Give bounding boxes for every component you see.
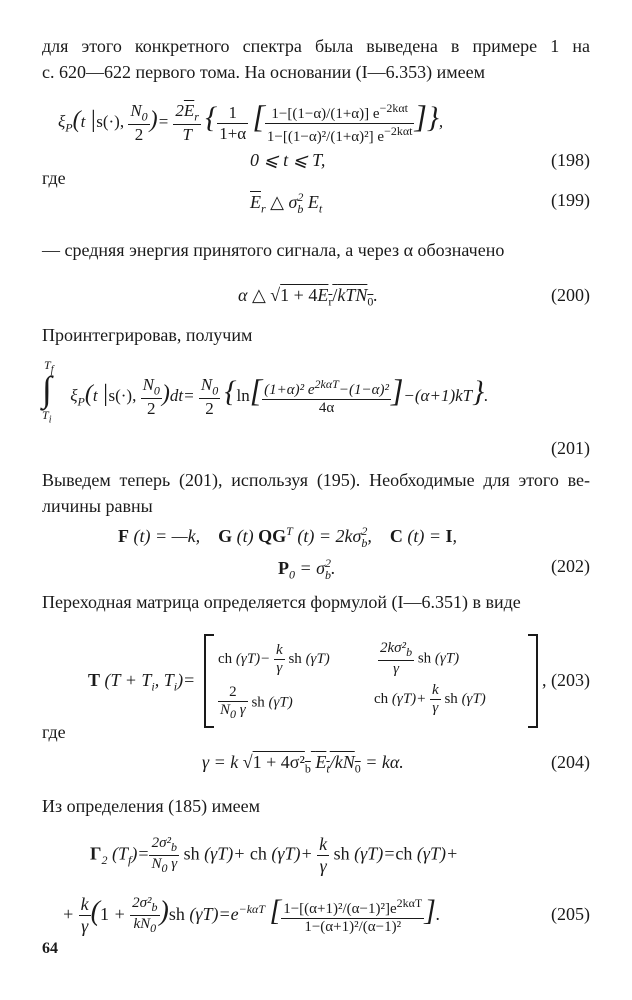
matrix-cell-1-1: ch (γT)− $\frac{k}{\gamma}$ sh (γT) (218, 642, 330, 676)
paragraph-1-line-1: для этого конкретного спектра была выведена в примере 1 на (42, 36, 590, 56)
equation-205-line-2: + $\frac{k}{\gamma}$ (1 + $\frac{2\sigma^2_b}{kN_0}$ )sh $(\gamma T)=e^{-k\alpha T}$ [ $\frac{1-[(\alpha+1)^2/(\alpha-1)^2]e^{2k\alpha T}}{\text{1−(α+1)²/(α−1)²}}$ ]. (62, 894, 441, 937)
equation-199-number: (199) (551, 190, 590, 210)
equation-205-number: (205) (551, 904, 590, 924)
transition-matrix (204, 636, 538, 726)
equation-202-line-2: $P_0 = \sigma^2_b$. (278, 556, 336, 582)
equation-201-number: (201) (551, 438, 590, 458)
equation-202-line-1: F (t) = —k, G (t) $QG^T$ $(t) = 2k\sigma^2_b$, C (t) = I, (118, 524, 458, 550)
matrix-cell-1-2: $\frac{2k\sigma^2_b}{\gamma}$ sh (γT) (380, 640, 460, 677)
equation-198-condition: 0 ⩽ t ⩽ T, (250, 150, 326, 170)
where-1: где (42, 168, 66, 188)
page-number: 64 (42, 940, 58, 957)
paragraph-3: Проинтегрировав, получим (42, 325, 253, 345)
equation-204-number: (204) (551, 752, 590, 772)
paragraph-2: — средняя энергия принятого сигнала, а через α обозначено (42, 240, 505, 260)
equation-198-number: (198) (551, 150, 590, 170)
equation-201: $T_f$ ∫ $T_i$ $\xi_P(t$ |s(·), $\frac{N_0}{2}$ )dt= $\frac{N_0}{2}$ {ln[ $\frac{(1+\alpha)^2 e^{2k\alpha T}-(1-\alpha)^2}{4\alpha}$ ]−(α+1)kT}. (42, 358, 489, 426)
equation-200: α △ $√1 + 4E_r/kTN_0$. (238, 285, 378, 309)
where-2: где (42, 722, 66, 742)
matrix-cell-2-2: ch (γT)+ $\frac{k}{\gamma}$ sh (γT) (374, 682, 486, 716)
matrix-cell-2-1: $\frac{2}{N_0 \gamma}$ sh (γT) (220, 684, 293, 721)
paragraph-4-line-2: личины равны (42, 496, 153, 516)
equation-203-number: , (203) (542, 670, 590, 690)
paragraph-6: Из определения (185) имеем (42, 796, 261, 816)
equation-199: $\overline{E}_r$ △ $\sigma^2_b$ $E_t$ (250, 190, 323, 216)
equation-203-label: (203) (551, 670, 590, 690)
paragraph-5: Переходная матрица определяется формулой (I—6.351) в виде (42, 592, 521, 612)
equation-200-number: (200) (551, 285, 590, 305)
equation-203-lhs: T ($T + T_i$, $T_i)=$ (88, 670, 196, 694)
equation-204: γ = k $√1 + 4\sigma^2_b$ $E_t/kN_0 = k\alpha$. (202, 752, 404, 776)
equation-198: $\xi_P(t$ |s(·), $\frac{N_0}{2}$ )= $\frac{2\overline{E}_r}{T}$ { $\frac{1}{1+\alpha}$ [ $\frac{1-[(1-\alpha)/(1+\alpha)] e^{-2k\alpha t}}{1-[(1-\alpha)^2/(1+\alpha)^2] e^{-2k\alpha t}}$ ]}, (58, 98, 444, 145)
equation-205-line-1: $\Gamma_2$ $(T_f)=$ $\frac{2\sigma^2_b}{N_0 \gamma}$ sh (γT)+ ch (γT)+ $\frac{k}{\gamma}$ sh (γT)=ch (γT)+ (90, 834, 459, 876)
paragraph-1-line-2: с. 620—622 первого тома. На основании (I—6.353) имеем (42, 62, 486, 82)
equation-202-number: (202) (551, 556, 590, 576)
paragraph-4-line-1: Выведем теперь (201), используя (195). Необходимые для этого ве- (42, 470, 590, 490)
